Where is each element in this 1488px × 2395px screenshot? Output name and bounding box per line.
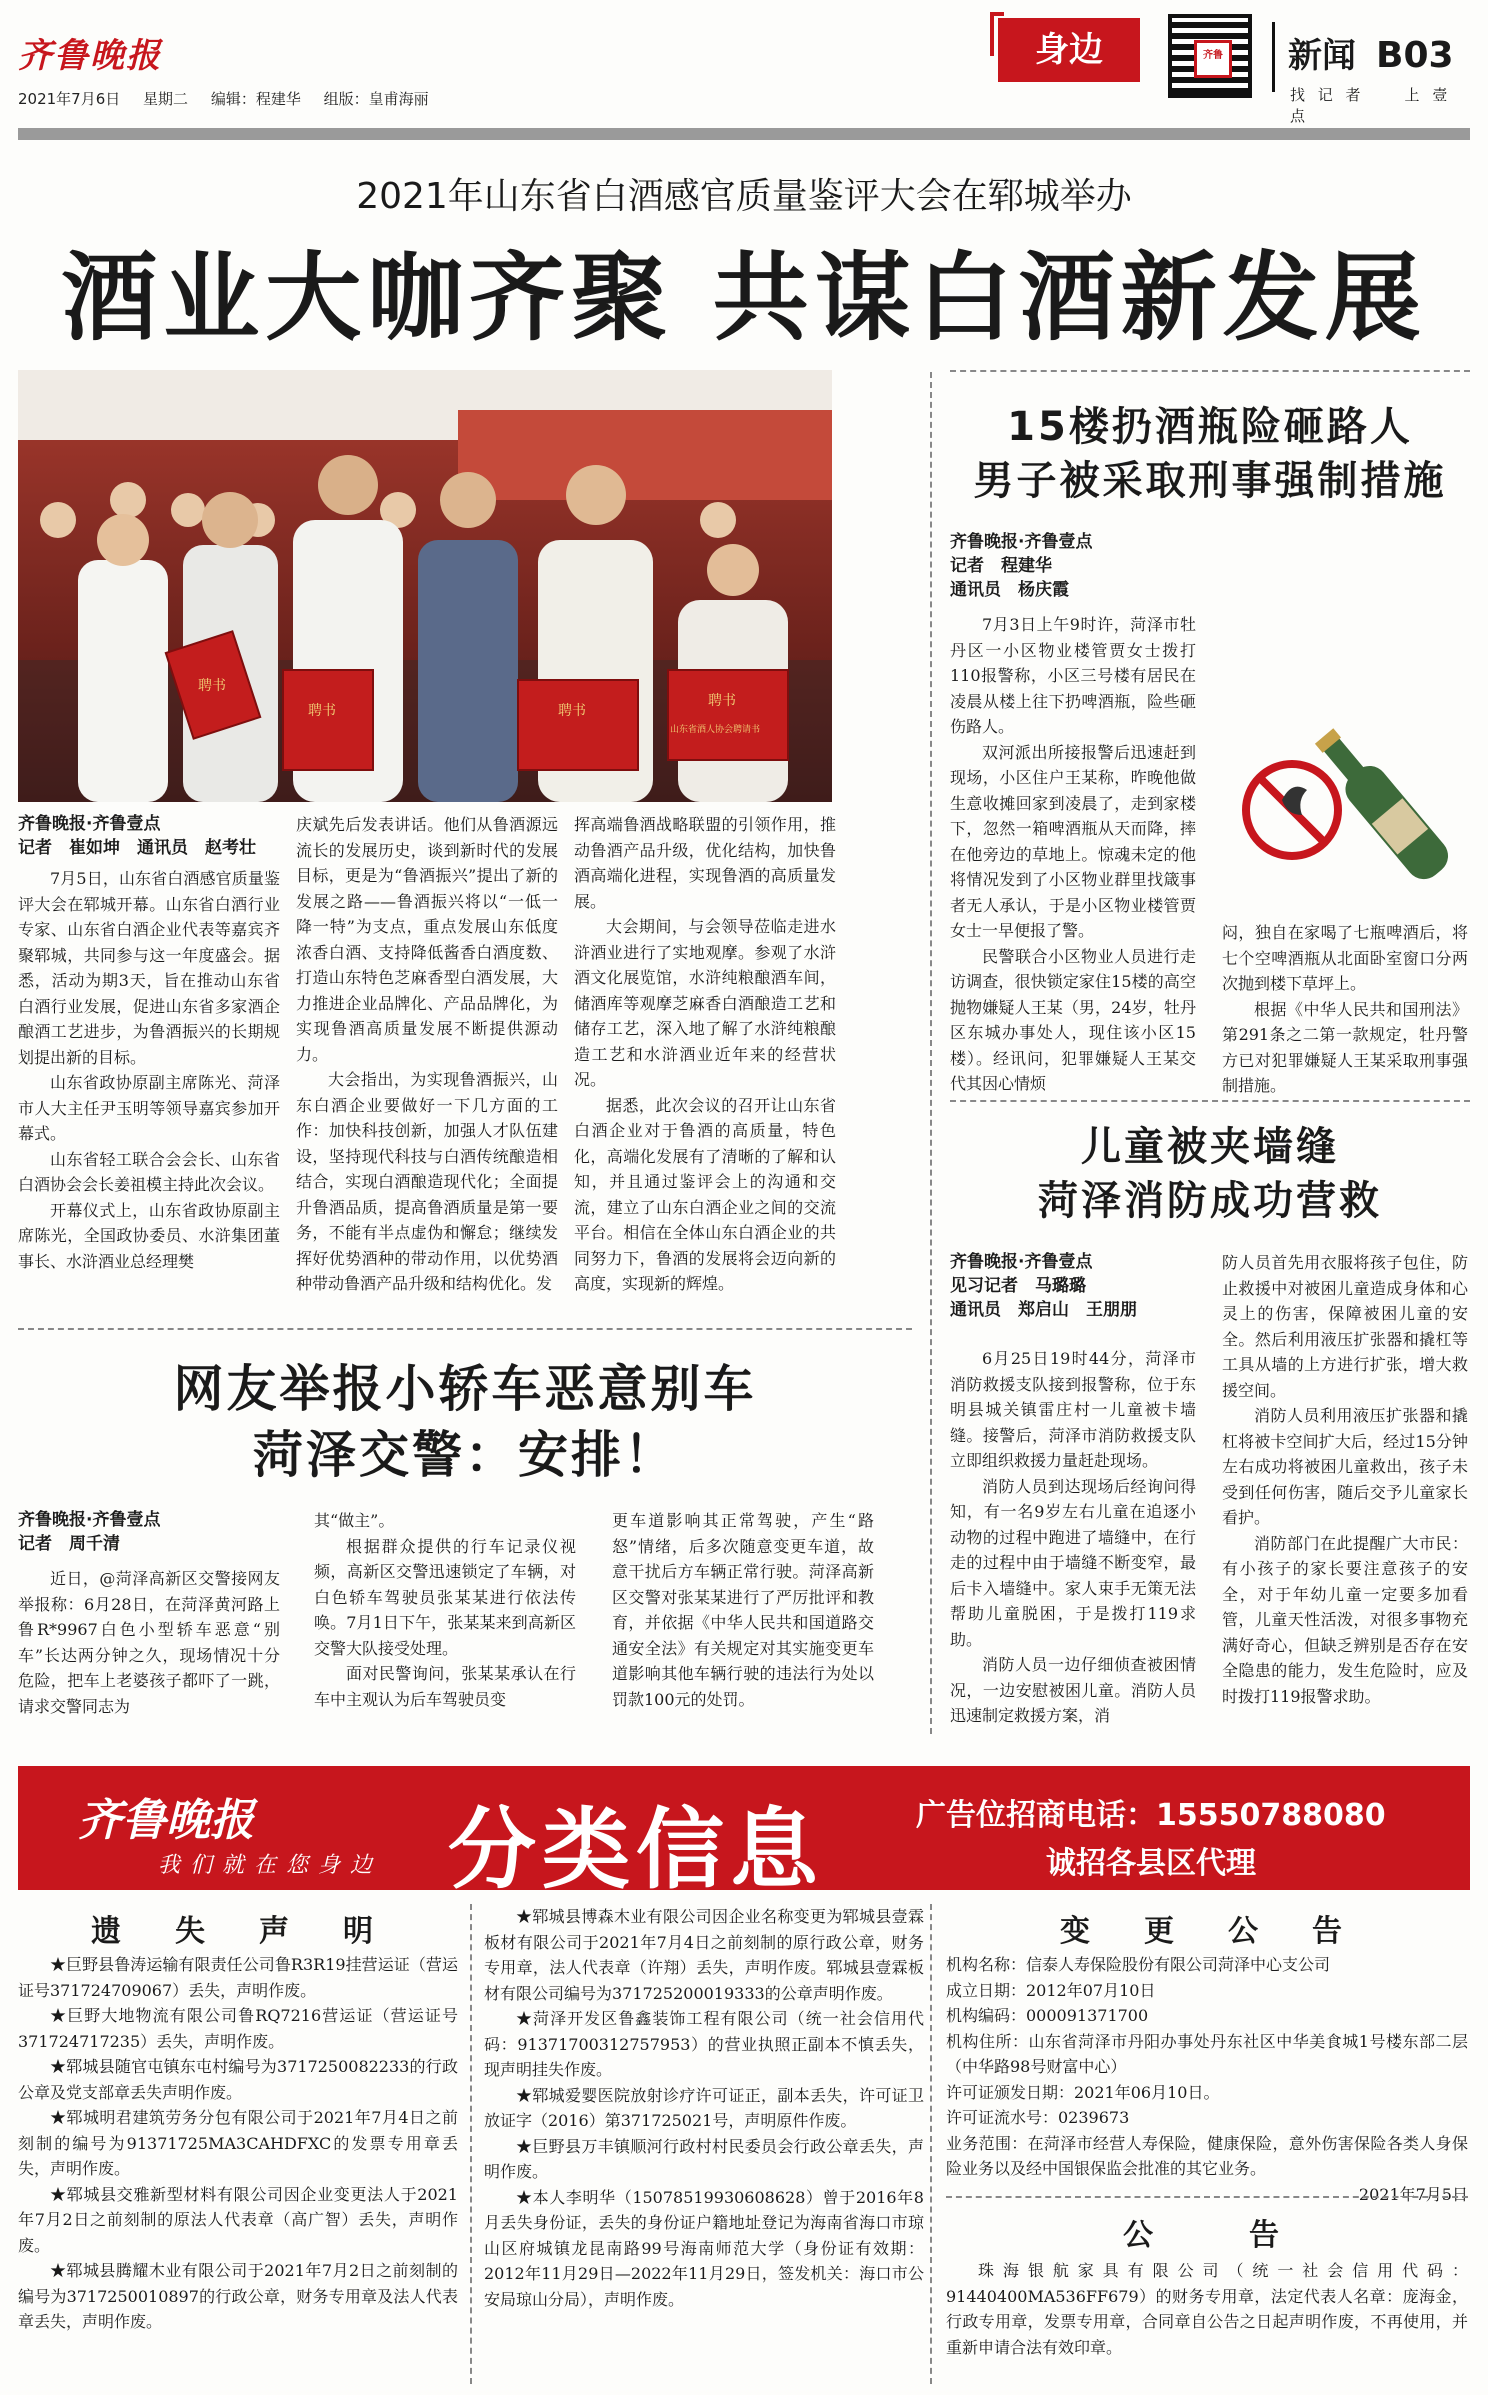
lost-item: ★郓城县随官屯镇东屯村编号为3717250082233的行政公章及党支部章丢失声明作废。: [18, 2057, 458, 2102]
notice-text: 珠海银航家具有限公司（统一社会信用代码：91440400MA536FF679）的财务专用章，法定代表人名章：庞海金，行政专用章，发票专用章，合同章自公告之日起声明作废，不再使用，并重新申请合法有效印章。: [946, 2261, 1468, 2357]
car-title-1: 网友举报小轿车恶意别车: [173, 1360, 757, 1418]
child-paragraph: 消防人员一边仔细侦查被困情况，一边安慰被困儿童。消防人员迅速制定救援方案，消: [950, 1655, 1196, 1725]
ceremony-photo-image: [18, 370, 832, 802]
child-paragraph: 6月25日19时44分，菏泽市消防救援支队接到报警称，位于东明县城关镇雷庄村一儿童被卡墙缝。接警后，菏泽市消防救援支队立即组织救援力量赶赴现场。: [950, 1349, 1196, 1470]
lead-paragraph: 大会期间，与会领导莅临走进水浒酒业进行了实地观摩。参观了水浒酒文化展览馆，水浒纯粮酿酒车间，储酒库等观摩芝麻香白酒酿造工艺和储存工艺，深入地了解了水浒纯粮酿造工艺和水浒酒业近年来的经营状况。: [574, 917, 836, 1089]
car-title-2: 菏泽交警：安排！: [253, 1426, 677, 1484]
banner-agent: 诚招各县区代理: [1046, 1846, 1256, 1881]
section-name: [1288, 28, 1454, 77]
lead-byline: [18, 812, 280, 860]
bottle-title-2: 男子被采取刑事强制措施: [973, 458, 1447, 504]
bottle-paragraph: 7月3日上午9时许，菏泽市牡丹区一小区物业楼管贾女士拨打110报警称，小区三号楼有居民在凌晨从楼上往下扔啤酒瓶，险些砸伤路人。: [950, 615, 1196, 736]
bottle-byline-source: 齐鲁晚报·齐鲁壹点: [950, 532, 1093, 552]
change-title: 变 更 公 告: [1060, 1914, 1354, 1949]
bottle-col-2: [1222, 920, 1468, 1099]
lead-photo: [18, 370, 832, 802]
change-line: 成立日期：2012年07月10日: [946, 1980, 1156, 2000]
ad-separator: [930, 1904, 932, 2384]
mid-item: ★菏泽开发区鲁鑫装饰工程有限公司（统一社会信用代码：91371700312757953）的营业执照正副本不慎丢失，现声明挂失作废。: [484, 2009, 924, 2079]
section-sub: [1290, 84, 1488, 126]
car-byline-reporter: 记者 周千清: [18, 1534, 120, 1554]
child-col-2: [1222, 1250, 1468, 1709]
bottle-title-1: 15楼扔酒瓶险砸路人: [1007, 404, 1413, 450]
child-paragraph: 消防部门在此提醒广大市民：有小孩子的家长要注意孩子的安全，对于年幼儿童一定要多加看管，儿童天性活泼，对很多事物充满好奇心，但缺乏辨别是否存在安全隐患的能力，发生危险时，应及时拨打119报警求助。: [1222, 1533, 1468, 1706]
lead-paragraph: 大会指出，为实现鲁酒振兴，山东白酒企业要做好一下几方面的工作：加快科技创新，加强人才队伍建设，坚持现代科技与白酒传统酿造相结合，实现白酒酿造现代化；全面提升鲁酒品质，提高鲁酒质量是第一要务，不能有半点虚伪和懈怠；继续发挥好优势酒种的带动作用，以优势酒种带动鲁酒产品升级和结构优化。发: [296, 1070, 558, 1293]
child-byline: [950, 1250, 1210, 1322]
rule: [950, 370, 1470, 372]
car-col-2: [314, 1508, 576, 1712]
mid-item: ★本人李明华（15078519930608628）曾于2016年8月丢失身份证，丢失的身份证户籍地址登记为海南省海口市琼山区府城镇龙昆南路99号海南师范大学（身份证有效期：2012年11月29日—2022年11月29日，签发机关：海口市公安局琼山分局），声明作废。: [484, 2187, 924, 2309]
sub-right: 上 壹 点: [1290, 86, 1452, 125]
photo-board-caption: 山东省酒人协会聘请书: [670, 725, 761, 735]
mid-item: ★郓城爱婴医院放射诊疗许可证正，副本丢失，许可证卫放证字（2016）第371725021号，声明原件作废。: [484, 2085, 924, 2130]
change-line: 许可证流水号：0239673: [946, 2108, 1130, 2127]
child-byline-reporter: 见习记者 马璐璐: [950, 1276, 1086, 1296]
child-byline-correspondent: 通讯员 郑启山 王朋朋: [950, 1300, 1137, 1320]
rule: [18, 1328, 912, 1330]
lead-paragraph: 据悉，此次会议的召开让山东省白酒企业对于鲁酒的高质量，特色化，高端化发展有了清晰的了解和认知，并且通过鉴评会上的沟通和交流，建立了山东白酒企业之间的交流平台。相信在全体山东白酒企业的共同努力下，鲁酒的发展将会迈向新的高度，实现新的辉煌。: [574, 1095, 836, 1293]
car-paragraph: 其“做主”。: [314, 1511, 395, 1530]
change-line: 业务范围：在菏泽市经营人寿保险，健康保险，意外伤害保险各类人身保险业务以及经中国银保监会批准的其它业务。: [946, 2133, 1468, 2178]
child-paragraph: 消防人员利用液压扩张器和撬杠将被卡空间扩大后，经过15分钟左右成功将被困儿童救出，孩子未受到任何伤害，随后交予儿童家长看护。: [1222, 1406, 1468, 1527]
mid-notices: [484, 1904, 924, 2312]
lead-paragraph: 开幕仪式上，山东省政协原副主席陈光，全国政协委员、水浒集团董事长、水浒酒业总经理樊: [18, 1200, 280, 1271]
bottle-paragraph: 根据《中华人民共和国刑法》第291条之二第一款规定，牡丹警方已对犯罪嫌疑人王某采取刑事强制措施。: [1222, 999, 1468, 1095]
car-byline: [18, 1508, 280, 1556]
child-paragraph: 消防人员到达现场后经询问得知，有一名9岁左右儿童在追逐小动物的过程中跑进了墙缝中，在行走的过程中由于墙缝不断变窄，最后卡入墙缝中。家人束手无策无法帮助儿童脱困，于是拨打119求助。: [950, 1476, 1196, 1649]
photo-board-3: 聘书: [708, 693, 736, 709]
issue-date: 2021年7月6日: [18, 90, 121, 108]
no-throwing-bottle-icon: [1222, 700, 1462, 920]
car-col-3: [612, 1508, 874, 1712]
lost-title: 遗 失 声 明: [91, 1914, 385, 1949]
banner-phone: 广告位招商电话：15550788080: [916, 1798, 1386, 1833]
change-line: 机构名称：信泰人寿保险股份有限公司菏泽中心支公司: [946, 1955, 1331, 1974]
lost-item: ★巨野县鲁涛运输有限责任公司鲁R3R19挂营运证（营运证号371724709067）丢失，声明作废。: [18, 1955, 458, 2000]
bottle-col-1: [950, 612, 1196, 1097]
child-headline: [950, 1120, 1470, 1228]
change-notice: [946, 1952, 1468, 2207]
mid-item: ★巨野县万丰镇顺河行政村村民委员会行政公章丢失，声明作废。: [484, 2136, 924, 2181]
qr-label: 齐鲁: [1194, 40, 1232, 78]
lead-col-1: [18, 812, 280, 1274]
lead-col-2: [296, 812, 558, 1297]
bottle-headline: [950, 400, 1470, 508]
photo-board-4: 聘书: [198, 678, 226, 694]
masthead-logo: 齐鲁晚报: [18, 36, 162, 76]
lead-paragraph: 挥高端鲁酒战略联盟的引领作用，推动鲁酒产品升级，优化结构，加快鲁酒高端化进程，实现鲁酒的高质量发展。: [574, 815, 836, 911]
child-paragraph: 防人员首先用衣服将孩子包住，防止救援中对被困儿童造成身体和心灵上的伤害，保障被困儿童的安全。然后利用液压扩张器和撬杠等工具从墙的上方进行扩张，增大救援空间。: [1222, 1253, 1468, 1400]
lead-byline-source: 齐鲁晚报·齐鲁壹点: [18, 814, 161, 834]
classified-banner: [18, 1766, 1470, 1901]
car-paragraph: 近日，@菏泽高新区交警接网友举报称：6月28日，在菏泽黄河路上鲁R*9967白色小型轿车恶意“别车”长达两分钟之久，现场情况十分危险，把车上老婆孩子都吓了一跳，请求交警同志为: [18, 1569, 280, 1716]
mid-item: ★郓城县博森木业有限公司因企业名称变更为郓城县壹霖板材有限公司于2021年7月4日之前刻制的原行政公章，财务专用章，法人代表章（许翔）丢失，声明作废。郓城县壹霖板材有限公司编号为3717252000193​33的公章声明作废。: [484, 1907, 924, 2003]
ad-separator: [470, 1904, 472, 2384]
bottle-byline: [950, 530, 1210, 602]
photo-board-2: 聘书: [558, 703, 586, 719]
section-label: 新闻: [1288, 36, 1356, 76]
banner-title: 分类信息: [448, 1798, 825, 1901]
bottle-byline-correspondent: 通讯员 杨庆霞: [950, 580, 1069, 600]
change-line: 许可证颁发日期：2021年06月10日。: [946, 2082, 1220, 2102]
banner-slogan: 我们就在您身边: [158, 1853, 383, 1878]
child-byline-source: 齐鲁晚报·齐鲁壹点: [950, 1252, 1093, 1272]
lost-item: ★巨野大地物流有限公司鲁RQ7216营运证（营运证号371724717235）丢失，声明作废。: [18, 2006, 458, 2051]
rule: [950, 1100, 1470, 1102]
car-headline: [18, 1356, 912, 1488]
issue-weekday: 星期二: [143, 90, 189, 108]
car-paragraph: 根据群众提供的行车记录仪视频，高新区交警迅速锁定了车辆，对白色轿车驾驶员张某某进行依法传唤。7月1日下午，张某某来到高新区交警大队接受处理。: [314, 1536, 576, 1658]
lost-item: ★郓城县腾耀木业有限公司于2021年7月2日之前刻制的编号为3717250010897的行政公章，财务专用章及法人代表章丢失，声明作废。: [18, 2261, 458, 2331]
issue-layout: 组版：皇甫海丽: [323, 90, 429, 108]
car-col-1: [18, 1508, 280, 1719]
banner-logo: 齐鲁晚报: [78, 1795, 254, 1846]
change-line: 机构住所：山东省菏泽市丹阳办事处丹东社区中华美食城1号楼东部二层（中华路98号财富中心）: [946, 2031, 1468, 2076]
issue-meta: [18, 88, 447, 109]
child-col-1: [950, 1346, 1196, 1729]
lead-paragraph: 山东省轻工联合会会长、山东省白酒协会会长姜祖模主持此次会议。: [18, 1149, 280, 1194]
change-date: 2021年7月5日: [1358, 2184, 1468, 2204]
bottle-illustration: [1222, 700, 1462, 920]
change-line: 机构编码：000091371700: [946, 2006, 1149, 2025]
top-rule: [18, 128, 1470, 140]
lost-item: ★郓城县交雅新型材料有限公司因企业变更法人于2021年7月2日之前刻制的原法人代表章（高广智）丢失，声明作废。: [18, 2184, 458, 2255]
lead-paragraph: 7月5日，山东省白酒感官质量鉴评大会在郓城开幕。山东省白酒行业专家、山东省白酒企业代表等嘉宾齐聚郓城，共同参与这一年度盛会。据悉，活动为期3天，旨在推动山东省白酒行业发展，促进山东省多家酒企酿酒工艺进步，为鲁酒振兴的长期规划提出新的目标。: [18, 869, 280, 1067]
lead-subhead: 2021年山东省白酒感官质量鉴评大会在郓城举办: [356, 176, 1132, 217]
lost-notices: [18, 1952, 458, 2335]
child-title-1: 儿童被夹墙缝: [1081, 1124, 1339, 1170]
bottle-paragraph: 闷，独自在家喝了七瓶啤酒后，将七个空啤酒瓶从北面卧室窗口分两次抛到楼下草坪上。: [1222, 923, 1468, 993]
bottle-paragraph: 民警联合小区物业人员进行走访调查，很快锁定家住15楼的高空抛物嫌疑人王某（男，24岁，牡丹区东城办事处人，现住该小区15楼）。经讯问，犯罪嫌疑人王某交代其因心情烦: [950, 946, 1196, 1093]
section-tab: 身边: [998, 18, 1140, 82]
notice-title: 公 告: [1123, 2218, 1291, 2253]
car-paragraph: 更车道影响其正常驾驶，产生“路怒”情绪，后多次随意变更车道，故意干扰后方车辆正常行驶。菏泽高新区交警对张某某进行了严厉批评和教育，并依据《中华人民共和国道路交通安全法》有关规定对其实施变更车道影响其他车辆行驶的违法行为处以罚款100元的处罚。: [612, 1511, 874, 1709]
bottle-byline-reporter: 记者 程建华: [950, 556, 1052, 576]
lead-col-3: [574, 812, 836, 1297]
issue-editor: 编辑：程建华: [210, 90, 301, 108]
page-number: B03: [1376, 35, 1454, 76]
lead-byline-reporters: 记者 崔如坤 通讯员 赵考壮: [18, 838, 256, 858]
lost-item: ★郓城明君建筑劳务分包有限公司于2021年7月4日之前刻制的编号为91371725MA3CAHDFXC的发票专用章丢失，声明作废。: [18, 2108, 458, 2178]
bottle-paragraph: 双河派出所接报警后迅速赶到现场，小区住户王某称，昨晚他做生意收摊回家到凌晨了，走到家楼下，忽然一箱啤酒瓶从天而降，摔在他旁边的草地上。惊魂未定的他将情况发到了小区物业群里找箴事者无人承认，于是小区物业楼管贾女士一早便报了警。: [950, 742, 1196, 940]
child-title-2: 菏泽消防成功营救: [1038, 1178, 1382, 1224]
masthead-divider: [1272, 22, 1275, 92]
sub-left: 找 记 者: [1290, 86, 1365, 104]
rule: [946, 2196, 1468, 2198]
column-separator: [930, 372, 932, 1734]
lead-headline: 酒业大咖齐聚 共谋白酒新发展: [61, 242, 1427, 354]
photo-board-1: 聘书: [308, 703, 336, 719]
car-byline-source: 齐鲁晚报·齐鲁壹点: [18, 1510, 161, 1530]
notice-body: [946, 2258, 1468, 2360]
qr-code-icon: [1168, 14, 1252, 98]
lead-paragraph: 山东省政协原副主席陈光、菏泽市人大主任尹玉明等领导嘉宾参加开幕式。: [18, 1073, 280, 1143]
lead-paragraph: 庆斌先后发表讲话。他们从鲁酒源远流长的发展历史，谈到新时代的发展目标，更是为“鲁酒振兴”提出了新的发展之路——鲁酒振兴将以“一低一降一特”为支点，重点发展山东低度浓香白酒、支持降低酱香白酒度数、打造山东特色芝麻香型白酒发展，大力推进企业品牌化、产品品牌化，为实现鲁酒高质量发展不断提供源动力。: [296, 815, 558, 1064]
car-paragraph: 面对民警询问，张某某承认在行车中主观认为后车驾驶员变: [314, 1664, 576, 1709]
